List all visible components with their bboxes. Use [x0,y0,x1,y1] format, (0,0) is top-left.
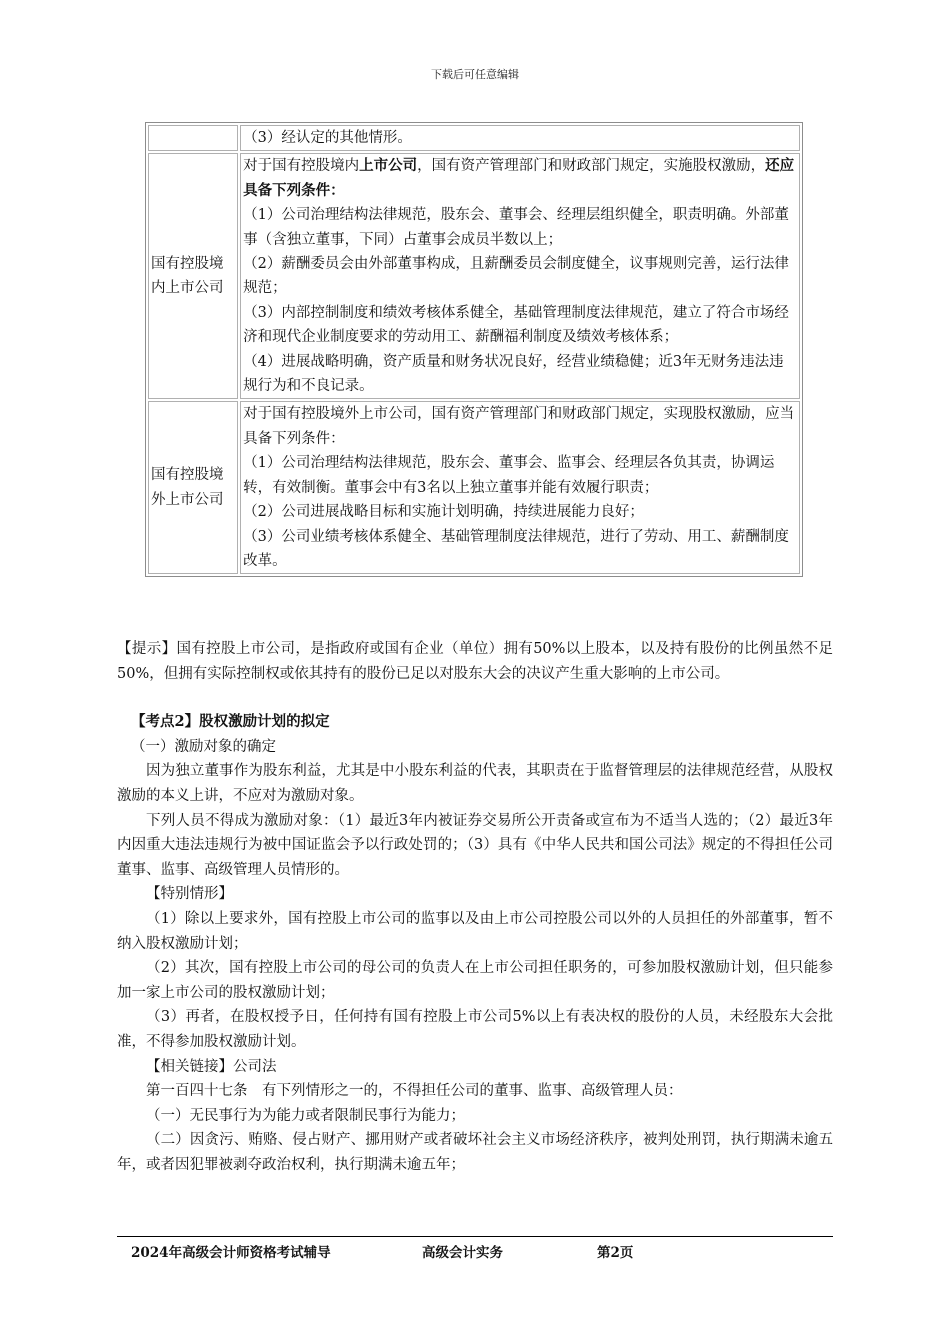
table-content-cell: （3）经认定的其他情形。 [240,125,800,151]
footer-title: 2024年高级会计师资格考试辅导 [131,1245,331,1261]
related-link: 【相关链接】公司法 [146,1058,277,1075]
condition-item: （3）公司业绩考核体系健全、基础管理制度法律规范，进行了劳动、用工、薪酬制度改革。 [243,528,789,569]
condition-item: （1）公司治理结构法律规范，股东会、董事会、经理层组织健全，职责明确。外部董事（含独立董事，下同）占董事会成员半数以上； [243,207,789,248]
special-title: 【特别情形】 [146,886,233,903]
footer-subject: 高级会计实务 [422,1245,503,1261]
table-label-cell: 国有控股境外上市公司 [148,401,238,574]
section-title: 【考点2】股权激励计划的拟定 [131,713,330,731]
paragraph: （1）除以上要求外，国有控股上市公司的监事以及由上市公司控股公司以外的人员担任的外部董事，暂不纳入股权激励计划； [117,910,833,952]
article-heading: 第一百四十七条 有下列情形之一的，不得担任公司的董事、监事、高级管理人员： [146,1083,683,1100]
table-content-cell [240,401,800,574]
main-text [117,637,833,1177]
paragraph: （2）其次，国有控股上市公司的母公司的负责人在上市公司担任职务的，可参加股权激励计划，但只能参加一家上市公司的股权激励计划； [117,960,833,1001]
overseas-intro: 对于国有控股境外上市公司，国有资产管理部门和财政部门规定，实现股权激励，应当具备下列条件： [243,406,795,447]
conditions-table [145,122,803,577]
table-content-cell [240,153,800,399]
table-row [148,153,800,399]
page-number: 第2页 [597,1245,634,1261]
article-item: （二）因贪污、贿赂、侵占财产、挪用财产或者破坏社会主义市场经济秩序，被判处刑罚，执行期满未逾五年，或者因犯罪被剥夺政治权利，执行期满未逾五年； [117,1132,833,1173]
paragraph: 下列人员不得成为激励对象：（1）最近3年内被证券交易所公开责备或宣布为不适当人选的；（2）最近3年内因重大违法违规行为被中国证监会予以行政处罚的；（3）具有《中华人民共和国公司法》规定的不得担任公司董事、监事、高级管理人员情形的。 [117,812,833,878]
page-header: 下载后可任意编辑 [431,68,519,81]
tip-paragraph: 【提示】国有控股上市公司，是指政府或国有企业（单位）拥有50%以上股本，以及持有股份的比例虽然不足50%，但拥有实际控制权或依其持有的股份已足以对股东大会的决议产生重大影响的上市公司。 [117,641,833,682]
subheading: （一）激励对象的确定 [131,738,276,755]
table-row [148,401,800,574]
page-footer [117,1236,833,1261]
paragraph: 因为独立董事作为股东利益，尤其是中小股东利益的代表，其职责在于监督管理层的法律规范经营，从股权激励的本义上讲，不应对为激励对象。 [117,763,833,804]
condition-item: （2）薪酬委员会由外部董事构成，且薪酬委员会制度健全，议事规则完善，运行法律规范； [243,256,789,297]
table-row [148,125,800,151]
condition-item: （1）公司治理结构法律规范，股东会、董事会、监事会、经理层各负其责，协调运转，有效制衡。董事会中有3名以上独立董事并能有效履行职责； [243,455,775,496]
paragraph: （3）再者，在股权授予日，任何持有国有控股上市公司5%以上有表决权的股份的人员，未经股东大会批准，不得参加股权激励计划。 [117,1009,833,1050]
table-label-cell [148,125,238,151]
domestic-intro: 对于国有控股境内上市公司，国有资产管理部门和财政部门规定，实施股权激励，还应具备下列条件： [243,157,795,199]
condition-item: （4）进展战略明确，资产质量和财务状况良好，经营业绩稳健；近3年无财务违法违规行为和不良记录。 [243,353,784,395]
condition-item: （3）内部控制制度和绩效考核体系健全，基础管理制度法律规范，建立了符合市场经济和现代企业制度要求的劳动用工、薪酬福利制度及绩效考核体系； [243,304,789,346]
table-label-cell: 国有控股境内上市公司 [148,153,238,399]
condition-item: （2）公司进展战略目标和实施计划明确，持续进展能力良好； [243,504,644,521]
article-item: （一）无民事行为为能力或者限制民事行为能力； [146,1107,465,1124]
